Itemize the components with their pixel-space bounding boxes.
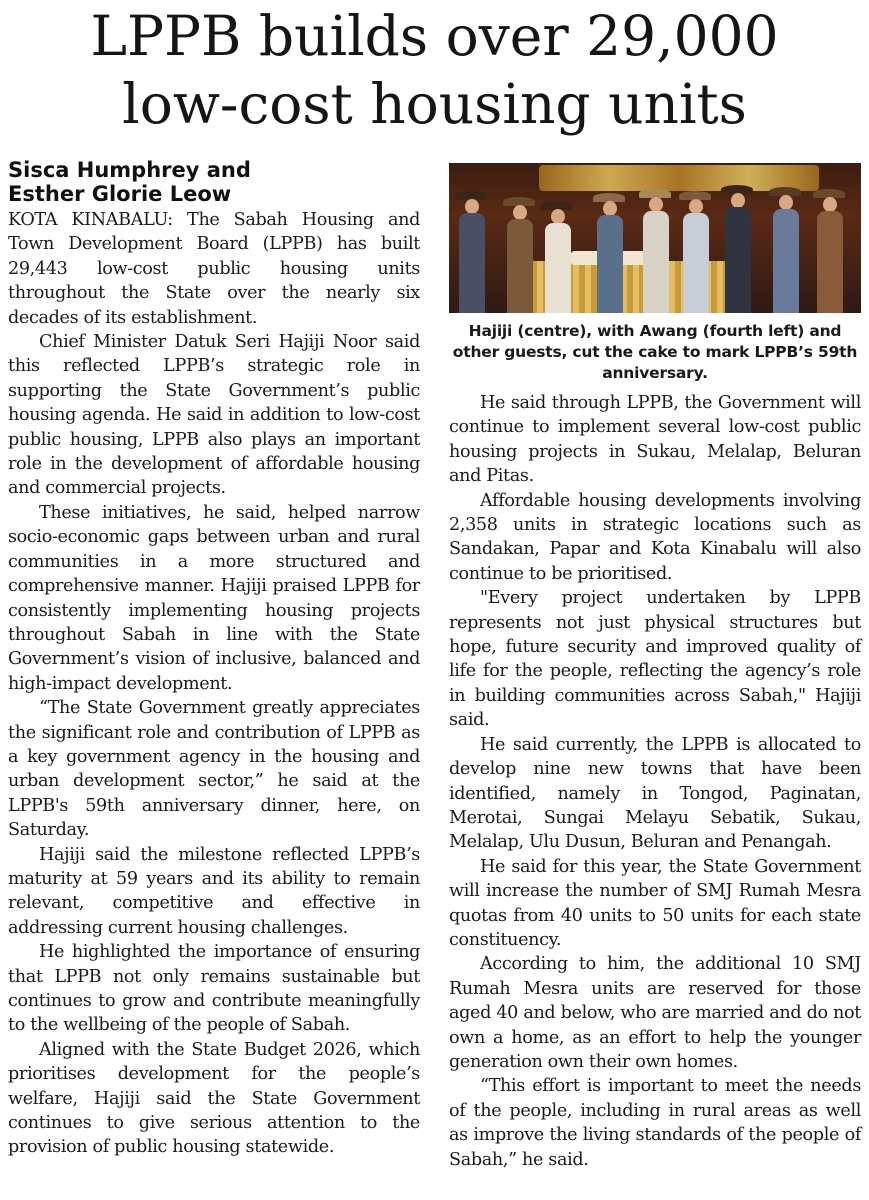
paragraph: “The State Government greatly appreciates the significant role and contribution of LPPB as a key government agency in the housing and urban development sector,” he said at the LPPB's 59th anniversary dinner, here, on Saturday. bbox=[8, 698, 420, 841]
byline-author-2: Esther Glorie Leow bbox=[8, 182, 232, 206]
photo-person bbox=[547, 201, 571, 313]
headline bbox=[0, 2, 869, 138]
photo-person bbox=[645, 189, 669, 313]
paragraph: According to him, the additional 10 SMJ Rumah Mesra units are reserved for those aged 40 and below, who are married and do not own a home, as an effort to help the younger generation own their own homes. bbox=[449, 954, 861, 1072]
photo-person bbox=[685, 191, 709, 313]
byline-author-1: Sisca Humphrey and bbox=[8, 158, 251, 182]
paragraph: He said for this year, the State Government will increase the number of SMJ Rumah Mesra quotas from 40 units to 50 units for each state constituency. bbox=[449, 856, 861, 950]
left-column bbox=[8, 158, 420, 1160]
paragraph: Aligned with the State Budget 2026, which prioritises development for the people’s welfare, Hajiji said the State Government continues to give serious attention to the provision of public housing statewide. bbox=[8, 1039, 420, 1158]
photo-person bbox=[775, 187, 799, 313]
paragraph: KOTA KINABALU: The Sabah Housing and Town Development Board (LPPB) has built 29,443 low-cost public housing units throughout the State over the nearly six decades of its establishment. bbox=[8, 210, 420, 328]
paragraph: Chief Minister Datuk Seri Hajiji Noor said this reflected LPPB’s strategic role in supporting the State Government’s public housing agenda. He said in addition to low-cost public housing, LPPB also plays an important role in the development of affordable housing and commercial projects. bbox=[8, 332, 420, 499]
paragraph: He said through LPPB, the Government will continue to implement several low-cost public housing projects in Sukau, Melalap, Beluran and Pitas. bbox=[449, 393, 861, 487]
paragraph: He said currently, the LPPB is allocated to develop nine new towns that have been identified, namely in Tongod, Paginatan, Merotai, Sungai Melayu Sebatik, Sukau, Melalap, Ulu Dusun, Beluran and Penangah. bbox=[449, 734, 861, 853]
paragraph: Affordable housing developments involving 2,358 units in strategic locations such as Sandakan, Papar and Kota Kinabalu will also continue to be prioritised. bbox=[449, 490, 861, 584]
headline-line-1: LPPB builds over 29,000 bbox=[90, 4, 779, 68]
event-photo bbox=[449, 163, 861, 313]
photo-person bbox=[727, 185, 751, 313]
photo-person bbox=[599, 193, 623, 313]
photo-caption: Hajiji (centre), with Awang (fourth left) and other guests, cut the cake to mark LPPB’s 59th anniversary. bbox=[452, 322, 858, 382]
photo-person bbox=[461, 191, 485, 313]
paragraph: He highlighted the importance of ensuring that LPPB not only remains sustainable but continues to grow and contribute meaningfully to the wellbeing of the people of Sabah. bbox=[8, 942, 420, 1036]
paragraph: “This effort is important to meet the needs of the people, including in rural areas as well as improve the living standards of the people of Sabah,” he said. bbox=[449, 1076, 861, 1170]
photo-person bbox=[819, 189, 843, 313]
byline bbox=[8, 158, 420, 206]
paragraph: These initiatives, he said, helped narrow socio-economic gaps between urban and rural communities in a more structured and comprehensive manner. Hajiji praised LPPB for consistently implementing housing projects throughout Sabah in line with the State Government’s vision of inclusive, balanced and high-impact development. bbox=[8, 502, 420, 694]
paragraph: "Every project undertaken by LPPB represents not just physical structures but hope, future security and improved quality of life for the people, reflecting the agency’s role in building communities across Sabah," Hajiji said. bbox=[449, 588, 861, 731]
headline-line-2: low-cost housing units bbox=[122, 72, 747, 136]
right-column bbox=[449, 163, 861, 1172]
paragraph: Hajiji said the milestone reflected LPPB’s maturity at 59 years and its ability to remain relevant, competitive and effective in addressing current housing challenges. bbox=[8, 844, 420, 938]
photo-person bbox=[509, 197, 533, 313]
